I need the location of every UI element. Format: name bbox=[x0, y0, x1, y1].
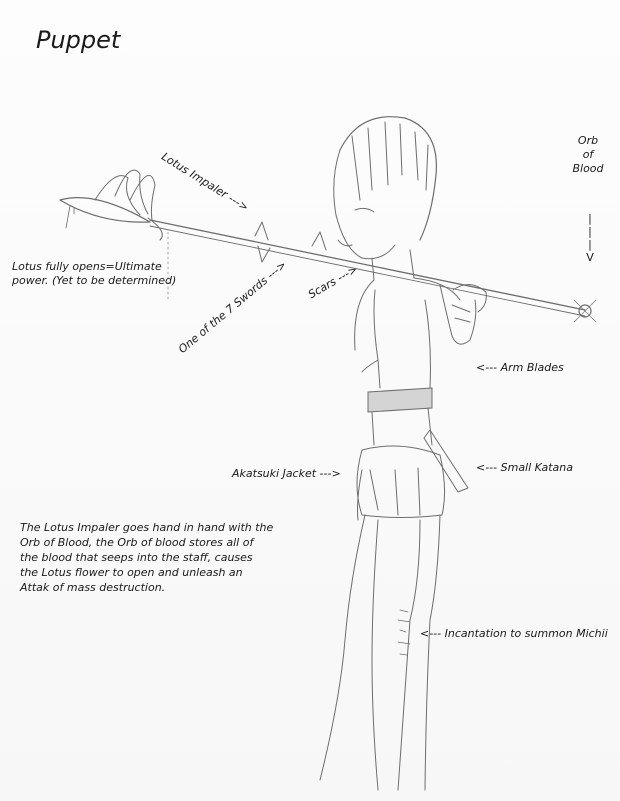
label-arm-blades: <--- Arm Blades bbox=[476, 361, 564, 374]
orb-label-line: Blood bbox=[572, 162, 604, 175]
label-lotus-opens-line1: Lotus fully opens=Ultimate bbox=[12, 260, 162, 273]
label-scars: Scars ---> bbox=[306, 262, 360, 302]
description-line: the Lotus flower to open and unleash an bbox=[20, 566, 243, 579]
staff-shaft bbox=[150, 220, 585, 310]
label-small-katana: <--- Small Katana bbox=[476, 461, 573, 474]
arrow-segment: | bbox=[588, 225, 592, 238]
orb-label-line: of bbox=[582, 148, 594, 161]
label-akatsuki-jacket: Akatsuki Jacket ---> bbox=[232, 467, 341, 480]
lotus-impaler-head bbox=[60, 170, 162, 240]
arrow-head: V bbox=[586, 251, 594, 264]
label-lotus-impaler: Lotus Impaler ---> bbox=[159, 150, 251, 215]
label-incantation: <--- Incantation to summon Michii bbox=[420, 627, 608, 640]
label-orb-of-blood bbox=[566, 134, 610, 176]
label-lotus-opens-line2: power. (Yet to be determined) bbox=[12, 274, 177, 287]
description-line: Attak of mass destruction. bbox=[20, 581, 166, 594]
label-one-of-seven-swords: One of the 7 Swords ---> bbox=[176, 258, 290, 356]
description-line: the blood that seeps into the staff, causes bbox=[20, 551, 253, 564]
page-title: Puppet bbox=[36, 26, 121, 54]
description-paragraph bbox=[20, 520, 288, 595]
small-katana bbox=[424, 430, 468, 492]
arrow-segment: | bbox=[588, 212, 592, 225]
description-line: Orb of Blood, the Orb of blood stores all of bbox=[20, 536, 254, 549]
belt bbox=[368, 388, 432, 412]
orb-down-arrow bbox=[583, 212, 597, 264]
orb-label-line: Orb bbox=[577, 134, 599, 147]
character-head bbox=[334, 117, 437, 259]
arrow-segment: | bbox=[588, 238, 592, 251]
description-line: The Lotus Impaler goes hand in hand with the bbox=[20, 521, 274, 534]
